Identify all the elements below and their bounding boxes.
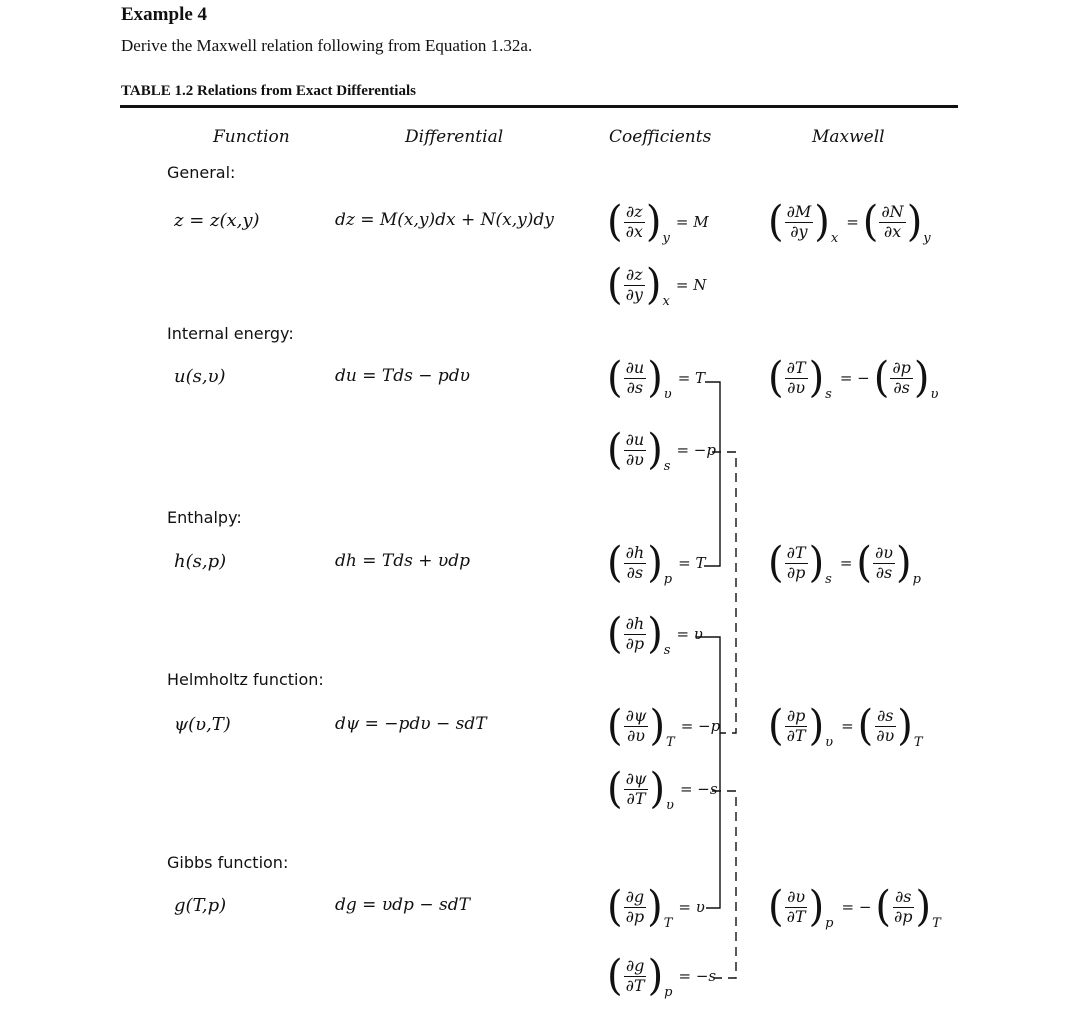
right-paren: ): [647, 882, 663, 932]
left-paren: (: [862, 197, 879, 247]
differential-cell: dh = Tds + υdp: [335, 551, 470, 571]
held-constant-subscript: υ: [663, 387, 672, 402]
denominator: ∂s: [893, 377, 910, 397]
header-maxwell: Maxwell: [812, 127, 885, 147]
header-differential: Differential: [405, 127, 504, 147]
right-paren: ): [913, 353, 930, 403]
numerator: ∂s: [895, 886, 912, 906]
maxwell-equals: = −: [841, 898, 872, 916]
coefficient-value: = −s: [678, 967, 717, 985]
header-coefficients: Coefficients: [609, 127, 712, 147]
denominator: ∂y: [790, 221, 808, 241]
left-paren: (: [607, 701, 623, 751]
connector-p-dashed: [712, 452, 736, 733]
denominator: ∂υ: [787, 377, 806, 397]
right-paren: ): [649, 764, 666, 814]
denominator: ∂s: [626, 377, 644, 397]
section-label: Helmholtz function:: [167, 670, 324, 689]
maxwell-equals: = −: [839, 369, 870, 387]
held-constant-subscript: s: [825, 387, 832, 402]
table-title: TABLE 1.2 Relations from Exact Differentials: [121, 83, 416, 99]
example-title: Example 4: [121, 4, 208, 25]
held-constant-subscript: T: [913, 735, 923, 750]
left-paren: (: [607, 260, 623, 310]
left-paren: (: [768, 882, 784, 932]
held-constant-subscript: s: [825, 572, 832, 587]
denominator: ∂p: [625, 633, 645, 653]
left-paren: (: [857, 701, 874, 751]
right-paren: ): [647, 353, 663, 403]
section-label: General:: [167, 163, 236, 182]
held-constant-subscript: υ: [930, 387, 939, 402]
right-paren: ): [897, 701, 913, 751]
denominator: ∂p: [894, 906, 913, 926]
left-paren: (: [607, 353, 623, 403]
held-constant-subscript: y: [923, 231, 931, 246]
held-constant-subscript: T: [666, 735, 675, 750]
held-constant-subscript: υ: [825, 735, 834, 750]
numerator: ∂u: [625, 357, 645, 377]
connector-v-solid: [696, 637, 720, 908]
header-function: Function: [213, 127, 290, 147]
right-paren: ): [814, 197, 830, 247]
denominator: ∂y: [625, 284, 643, 304]
right-paren: ): [645, 197, 662, 247]
denominator: ∂υ: [625, 449, 644, 469]
denominator: ∂p: [786, 562, 806, 582]
numerator: ∂u: [625, 429, 645, 449]
denominator: ∂T: [626, 788, 646, 808]
numerator: ∂M: [786, 201, 812, 221]
numerator: ∂T: [786, 542, 806, 562]
function-cell: h(s,p): [174, 551, 227, 572]
function-cell: u(s,υ): [174, 366, 226, 387]
denominator: ∂x: [883, 221, 902, 241]
numerator: ∂ψ: [625, 705, 647, 725]
denominator: ∂υ: [876, 725, 895, 745]
numerator: ∂z: [625, 201, 643, 221]
differential-cell: dz = M(x,y)dx + N(x,y)dy: [335, 210, 554, 230]
left-paren: (: [875, 882, 892, 932]
left-paren: (: [856, 538, 873, 588]
numerator: ∂N: [881, 201, 904, 221]
section-label: Internal energy:: [167, 324, 294, 343]
coefficient-value: = N: [675, 276, 707, 294]
coefficient-value: = υ: [678, 898, 705, 916]
left-paren: (: [607, 764, 623, 814]
left-paren: (: [768, 538, 784, 588]
right-paren: ): [647, 609, 663, 659]
left-paren: (: [768, 353, 784, 403]
left-paren: (: [607, 609, 623, 659]
differential-cell: du = Tds − pdυ: [335, 366, 470, 386]
left-paren: (: [607, 538, 623, 588]
connector-T-solid: [704, 382, 720, 566]
denominator: ∂x: [625, 221, 643, 241]
left-paren: (: [607, 951, 623, 1001]
denominator: ∂s: [626, 562, 644, 582]
numerator: ∂υ: [787, 886, 806, 906]
right-paren: ): [645, 260, 662, 310]
coefficient-value: = −s: [679, 780, 718, 798]
numerator: ∂s: [877, 705, 894, 725]
numerator: ∂g: [625, 955, 645, 975]
coefficient-value: = υ: [676, 625, 703, 643]
held-constant-subscript: s: [663, 643, 671, 658]
connector-s-dashed: [712, 791, 736, 978]
left-paren: (: [873, 353, 890, 403]
right-paren: ): [906, 197, 923, 247]
right-paren: ): [915, 882, 932, 932]
held-constant-subscript: p: [663, 572, 673, 587]
example-text: Derive the Maxwell relation following from Equation 1.32a.: [121, 36, 533, 55]
numerator: ∂p: [892, 357, 911, 377]
held-constant-subscript: x: [830, 231, 839, 246]
maxwell-equals: =: [839, 554, 853, 572]
held-constant-subscript: y: [662, 231, 670, 246]
differential-cell: dψ = −pdυ − sdT: [335, 714, 487, 734]
held-constant-subscript: x: [662, 294, 670, 309]
held-constant-subscript: p: [825, 916, 834, 931]
held-constant-subscript: p: [664, 985, 673, 1000]
right-paren: ): [808, 353, 825, 403]
held-constant-subscript: T: [932, 916, 941, 931]
section-label: Enthalpy:: [167, 508, 242, 527]
coefficient-value: = M: [675, 213, 709, 231]
right-paren: ): [808, 538, 825, 588]
right-paren: ): [647, 425, 663, 475]
function-cell: g(T,p): [174, 895, 227, 916]
numerator: ∂z: [625, 264, 643, 284]
right-paren: ): [647, 538, 663, 588]
denominator: ∂T: [786, 725, 806, 745]
held-constant-subscript: υ: [666, 798, 674, 813]
maxwell-equals: =: [846, 213, 859, 231]
coefficient-value: = T: [678, 554, 706, 572]
numerator: ∂p: [786, 705, 806, 725]
right-paren: ): [808, 701, 825, 751]
denominator: ∂υ: [627, 725, 646, 745]
denominator: ∂p: [625, 906, 645, 926]
numerator: ∂υ: [875, 542, 894, 562]
section-label: Gibbs function:: [167, 853, 289, 872]
numerator: ∂g: [625, 886, 645, 906]
denominator: ∂T: [786, 906, 806, 926]
left-paren: (: [768, 197, 784, 247]
right-paren: ): [649, 701, 666, 751]
denominator: ∂T: [625, 975, 645, 995]
held-constant-subscript: T: [663, 916, 673, 931]
right-paren: ): [896, 538, 912, 588]
left-paren: (: [607, 425, 623, 475]
numerator: ∂h: [625, 542, 645, 562]
right-paren: ): [808, 882, 825, 932]
function-cell: ψ(υ,T): [174, 714, 231, 735]
coefficient-value: = T: [677, 369, 706, 387]
coefficient-value: = −p: [676, 441, 716, 459]
numerator: ∂ψ: [625, 768, 647, 788]
function-cell: z = z(x,y): [174, 210, 260, 231]
held-constant-subscript: p: [912, 572, 921, 587]
coefficient-value: = −p: [680, 717, 721, 735]
left-paren: (: [607, 882, 623, 932]
left-paren: (: [607, 197, 623, 247]
maxwell-equals: =: [841, 717, 854, 735]
differential-cell: dg = υdp − sdT: [335, 895, 470, 915]
left-paren: (: [768, 701, 784, 751]
numerator: ∂T: [786, 357, 806, 377]
right-paren: ): [647, 951, 664, 1001]
numerator: ∂h: [625, 613, 645, 633]
held-constant-subscript: s: [663, 459, 671, 474]
denominator: ∂s: [875, 562, 893, 582]
